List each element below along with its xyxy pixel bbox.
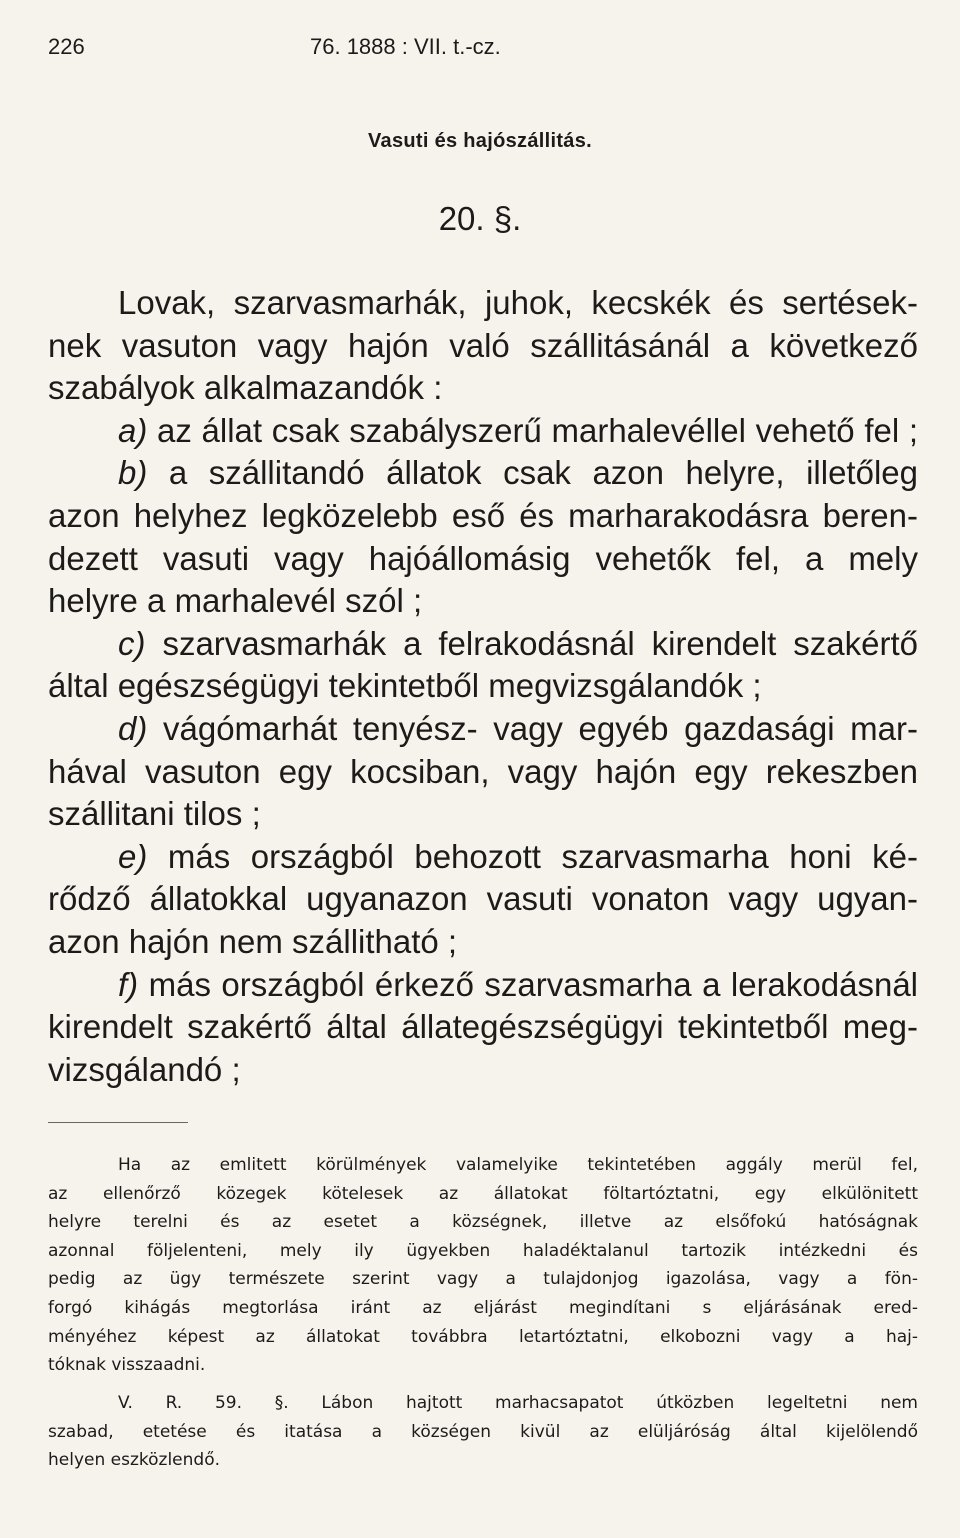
note-line: tóknak visszaadni. [48, 1355, 206, 1376]
text-line: vizsgálandó ; [48, 1050, 241, 1088]
text-line: rődző állatokkal ugyanazon vasuti vonaton vagy ugyan- [48, 880, 918, 918]
page-header [0, 30, 960, 70]
note-line: ményéhez képest az állatokat továbbra letartóztatni, elkobozni vagy a haj- [48, 1326, 918, 1347]
text-line: azon hajón nem szállitható ; [48, 922, 458, 960]
list-text: más országból behozott szarvasmarha honi ké- [167, 837, 918, 875]
list-item-b [48, 452, 918, 495]
list-text: szarvasmarhák a felrakodásnál kirendelt szakértő [162, 624, 918, 662]
list-item-f [48, 964, 918, 1007]
note-line: helyen eszközlendő. [48, 1450, 221, 1471]
list-text: más országból érkező szarvasmarha a lerakodásnál [148, 965, 919, 1003]
running-head: 76. 1888 : VII. t.-cz. [310, 34, 501, 59]
list-letter: c) [118, 624, 146, 662]
text-line: kirendelt szakértő által állategészségügyi tekintetből meg- [48, 1008, 918, 1046]
paragraph-mark: 20. §. [438, 200, 522, 237]
note-line: Ha az emlitett körülmények valamelyike tekintetében aggály merül fel, [118, 1155, 918, 1175]
footnote-1 [48, 1151, 918, 1380]
note-line: pedig az ügy természete szerint vagy a tulajdonjog igazolása, vagy a fön- [48, 1269, 918, 1290]
list-letter: f) [118, 965, 139, 1003]
note-line: V. R. 59. §. Lábon hajtott marhacsapatot útközben legeltetni nem [118, 1393, 918, 1413]
text-line: hával vasuton egy kocsiban, vagy hajón egy rekeszben [48, 752, 918, 790]
footnote-2 [48, 1389, 918, 1475]
note-line: helyre terelni és az esetet a községnek, illetve az elsőfokú hatóságnak [48, 1212, 918, 1233]
text-line: helyre a marhalevél szól ; [48, 582, 423, 620]
text-line: nek vasuton vagy hajón való szállitásánál a következő [48, 326, 918, 364]
list-text: vágómarhát tenyész- vagy egyéb gazdasági mar- [162, 709, 919, 747]
page-number: 226 [48, 34, 85, 59]
footnote-divider [48, 1122, 188, 1123]
list-letter: b) [118, 454, 148, 492]
text-line: szabályok alkalmazandók : [48, 369, 443, 407]
note-line: szabad, etetése és itatása a községen kivül az elüljáróság által kijelölendő [48, 1421, 918, 1442]
text-line: szállitani tilos ; [48, 795, 261, 833]
list-text: a szállitandó állatok csak azon helyre, illetőleg [168, 454, 918, 492]
section-heading: Vasuti és hajószállitás. [368, 130, 592, 152]
note-line: forgó kihágás megtorlása iránt az eljárást megindítani s eljárásának ered- [48, 1297, 918, 1318]
text-line: dezett vasuti vagy hajóállomásig vehetők fel, a mely [48, 539, 918, 577]
list-item-a [48, 410, 918, 453]
text-line: Lovak, szarvasmarhák, juhok, kecskék és sertések- [118, 284, 918, 321]
note-line: azonnal följelenteni, mely ily ügyekben haladéktalanul tartozik intézkedni és [48, 1240, 918, 1261]
list-text: az állat csak szabályszerű marhalevéllel vehető fel ; [157, 411, 918, 449]
list-letter: e) [118, 837, 148, 875]
text-line: által egészségügyi tekintetből megvizsgálandók ; [48, 667, 762, 705]
list-item-d [48, 708, 918, 751]
list-letter: d) [118, 709, 148, 747]
note-line: az ellenőrző közegek kötelesek az állatokat föltartóztatni, egy elkülönitett [48, 1183, 918, 1204]
list-item-c [48, 623, 918, 666]
main-text [48, 282, 918, 1091]
list-letter: a) [118, 411, 148, 449]
list-item-e [48, 836, 918, 879]
text-line: azon helyhez legközelebb eső és marharakodásra beren- [48, 496, 918, 534]
